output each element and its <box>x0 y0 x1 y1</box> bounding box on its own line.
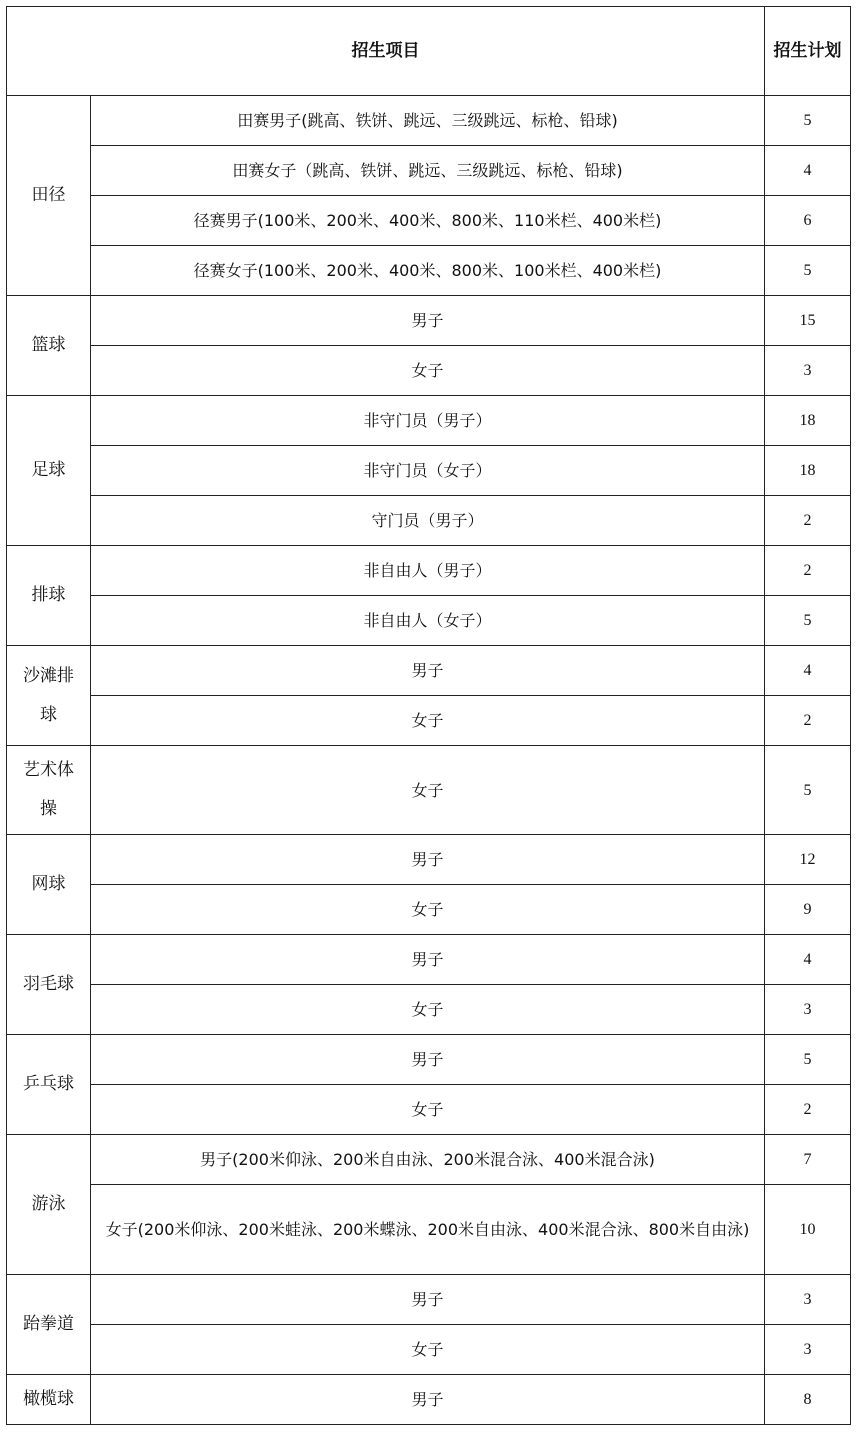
table-row <box>7 496 851 546</box>
table-row <box>7 1135 851 1185</box>
plan-cell: 2 <box>765 1085 851 1135</box>
plan-cell: 3 <box>765 985 851 1035</box>
item-cell: 田赛男子(跳高、铁饼、跳远、三级跳远、标枪、铅球) <box>91 96 765 146</box>
table-row <box>7 1185 851 1275</box>
item-cell: 男子(200米仰泳、200米自由泳、200米混合泳、400米混合泳) <box>91 1135 765 1185</box>
sport-cell: 羽毛球 <box>7 935 91 1035</box>
plan-cell: 15 <box>765 296 851 346</box>
sport-cell: 排球 <box>7 546 91 646</box>
item-cell: 径赛女子(100米、200米、400米、800米、100米栏、400米栏) <box>91 246 765 296</box>
plan-cell: 9 <box>765 885 851 935</box>
table-row <box>7 146 851 196</box>
plan-cell: 8 <box>765 1375 851 1425</box>
item-cell: 女子 <box>91 1325 765 1375</box>
plan-cell: 2 <box>765 496 851 546</box>
table-row <box>7 1085 851 1135</box>
plan-cell: 7 <box>765 1135 851 1185</box>
item-cell: 非自由人（男子） <box>91 546 765 596</box>
sport-cell: 橄榄球 <box>7 1375 91 1425</box>
header-project: 招生项目 <box>7 7 765 96</box>
table-row <box>7 835 851 885</box>
plan-cell: 5 <box>765 96 851 146</box>
sport-cell: 艺术体操 <box>7 746 91 835</box>
plan-cell: 12 <box>765 835 851 885</box>
item-cell: 非自由人（女子） <box>91 596 765 646</box>
plan-cell: 5 <box>765 246 851 296</box>
item-cell: 男子 <box>91 296 765 346</box>
item-cell: 非守门员（女子） <box>91 446 765 496</box>
table-row <box>7 985 851 1035</box>
item-cell: 女子 <box>91 985 765 1035</box>
table-row <box>7 396 851 446</box>
table-row <box>7 1325 851 1375</box>
table-row <box>7 446 851 496</box>
table-row <box>7 596 851 646</box>
sport-cell: 田径 <box>7 96 91 296</box>
plan-cell: 18 <box>765 396 851 446</box>
plan-cell: 5 <box>765 746 851 835</box>
enrollment-plan-table <box>6 6 851 1425</box>
table-row <box>7 296 851 346</box>
item-cell: 女子 <box>91 1085 765 1135</box>
plan-cell: 2 <box>765 696 851 746</box>
item-cell: 男子 <box>91 1375 765 1425</box>
item-cell: 女子 <box>91 746 765 835</box>
sport-cell: 游泳 <box>7 1135 91 1275</box>
table-row <box>7 246 851 296</box>
table-row <box>7 546 851 596</box>
plan-cell: 4 <box>765 146 851 196</box>
sport-cell: 沙滩排球 <box>7 646 91 746</box>
table-row <box>7 1375 851 1425</box>
sport-cell: 足球 <box>7 396 91 546</box>
item-cell: 男子 <box>91 835 765 885</box>
item-cell: 男子 <box>91 935 765 985</box>
item-cell: 田赛女子（跳高、铁饼、跳远、三级跳远、标枪、铅球) <box>91 146 765 196</box>
item-cell: 男子 <box>91 1035 765 1085</box>
table-row <box>7 1035 851 1085</box>
table-row <box>7 346 851 396</box>
plan-cell: 2 <box>765 546 851 596</box>
table-row <box>7 646 851 696</box>
table-row <box>7 1275 851 1325</box>
table-row <box>7 746 851 835</box>
item-cell: 女子 <box>91 346 765 396</box>
table-row <box>7 696 851 746</box>
item-cell: 非守门员（男子） <box>91 396 765 446</box>
sport-cell: 篮球 <box>7 296 91 396</box>
item-cell: 女子 <box>91 885 765 935</box>
item-cell: 径赛男子(100米、200米、400米、800米、110米栏、400米栏) <box>91 196 765 246</box>
item-cell: 女子 <box>91 696 765 746</box>
sport-cell: 跆拳道 <box>7 1275 91 1375</box>
sport-cell: 乒乓球 <box>7 1035 91 1135</box>
plan-cell: 4 <box>765 935 851 985</box>
item-cell: 守门员（男子） <box>91 496 765 546</box>
plan-cell: 6 <box>765 196 851 246</box>
sport-cell: 网球 <box>7 835 91 935</box>
item-cell: 男子 <box>91 646 765 696</box>
plan-cell: 3 <box>765 346 851 396</box>
header-plan: 招生计划 <box>765 7 851 96</box>
header-row <box>7 7 851 96</box>
plan-cell: 18 <box>765 446 851 496</box>
plan-cell: 3 <box>765 1325 851 1375</box>
plan-cell: 10 <box>765 1185 851 1275</box>
table-row <box>7 96 851 146</box>
item-cell: 女子(200米仰泳、200米蛙泳、200米蝶泳、200米自由泳、400米混合泳、800米自由泳) <box>91 1185 765 1275</box>
plan-cell: 4 <box>765 646 851 696</box>
plan-cell: 5 <box>765 596 851 646</box>
item-cell: 男子 <box>91 1275 765 1325</box>
plan-cell: 5 <box>765 1035 851 1085</box>
table-row <box>7 196 851 246</box>
table-row <box>7 885 851 935</box>
table-row <box>7 935 851 985</box>
plan-cell: 3 <box>765 1275 851 1325</box>
